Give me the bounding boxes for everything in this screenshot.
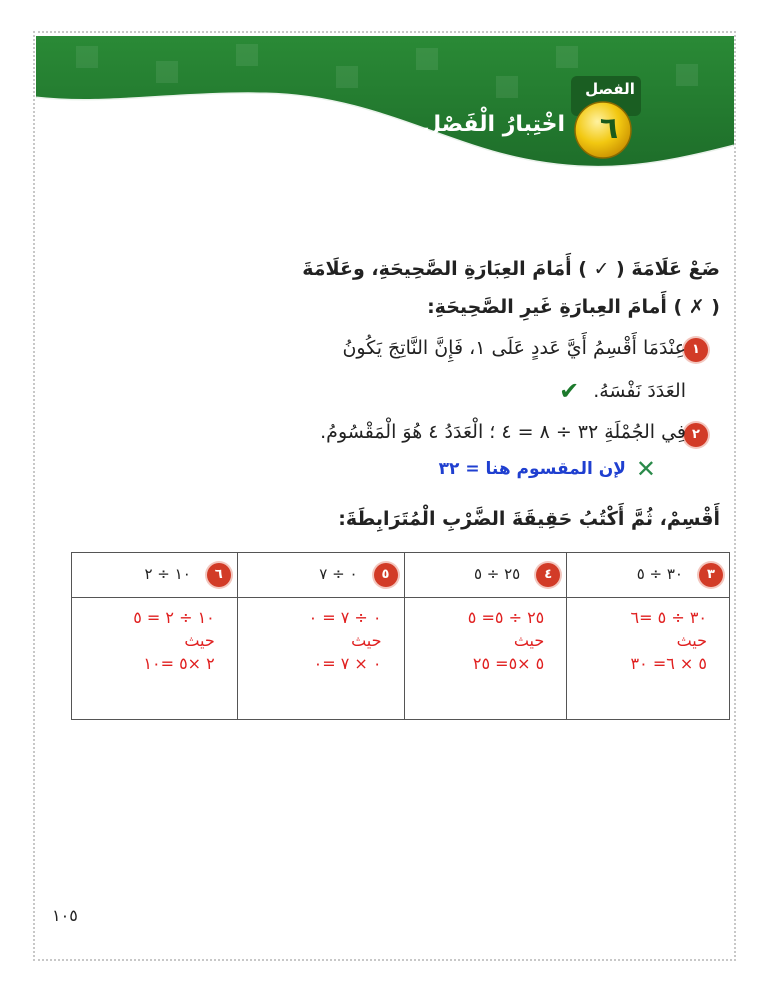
cross-mark-icon: ✕ [635, 455, 656, 483]
answer-line-1: ١٠ ÷ ٢ = ٥ [133, 608, 215, 627]
table-cell [404, 598, 567, 720]
check-mark-icon: ✔ [559, 377, 580, 405]
answer-line-1: ٣٠ ÷ ٥ =٦ [630, 608, 707, 627]
answer-line-2: ٥ ×٥= ٢٥ [472, 654, 545, 673]
table-cell [404, 553, 567, 598]
problem-number-badge: ٤ [536, 563, 560, 587]
answer-line-1: ٠ ÷ ٧ = ٠ [308, 608, 382, 627]
chapter-banner [36, 36, 734, 176]
instruction-line-1: ضَعْ عَلَامَةَ ( ✓ ) أَمَامَ العِبَارَةِ الصَّحِيحَةِ، وعَلَامَةَ [302, 258, 720, 280]
statement-2-line-1: فِي الجُمْلَةِ ٣٢ ÷ ٨ = ٤ ؛ الْعَدَدُ ٤ هُوَ الْمَقْسُومُ. [320, 421, 686, 443]
section-2-instruction: أَقْسِمْ، ثُمَّ أَكْتُبُ حَقِيقَةَ الضَّرْبِ الْمُتَرَابِطَةَ: [338, 508, 720, 530]
answer-line-2: ٥ × ٦= ٣٠ [630, 654, 707, 673]
table-row [72, 553, 730, 598]
page-title: اخْتِبارُ الْفَصْلِ [422, 112, 565, 137]
statement-2-answer-row [439, 455, 656, 483]
answer-line-2: ٢ ×٥ =١٠ [143, 654, 215, 673]
problem-expression: ٣٠ ÷ ٥ [636, 565, 683, 583]
answer-word: حيث [184, 631, 215, 650]
table-cell [237, 553, 404, 598]
statement-1-line-2: العَدَدَ نَفْسَهُ. [593, 380, 686, 402]
answer-word: حيث [351, 631, 382, 650]
table-cell [72, 553, 238, 598]
answer-word: حيث [513, 631, 545, 650]
item-number-badge: ٢ [684, 423, 708, 447]
answer-line-1: ٢٥ ÷ ٥= ٥ [467, 608, 545, 627]
division-table [71, 552, 730, 720]
item-number-badge: ١ [684, 338, 708, 362]
problem-expression: ١٠ ÷ ٢ [144, 565, 191, 583]
chapter-number: ٦ [599, 111, 619, 146]
chapter-word: الفصل [585, 80, 635, 98]
problem-number-badge: ٣ [699, 563, 723, 587]
table-cell [567, 553, 730, 598]
statement-1-line-2-row [559, 377, 686, 405]
table-row [72, 598, 730, 720]
problem-expression: ٢٥ ÷ ٥ [473, 565, 521, 583]
statement-1-line-1: عِنْدَمَا أَقْسِمُ أَيَّ عَددٍ عَلَى ١، فَإِنَّ النَّاتِجَ يَكُونُ [342, 337, 686, 359]
problem-number-badge: ٦ [207, 563, 231, 587]
page-number: ١٠٥ [52, 906, 78, 925]
answer-line-2: ٠ × ٧ =٠ [313, 654, 382, 673]
table-cell [237, 598, 404, 720]
handwritten-note: لإن المقسوم هنا = ٣٢ [438, 459, 626, 479]
table-cell [567, 598, 730, 720]
answer-word: حيث [676, 631, 707, 650]
problem-expression: ٠ ÷ ٧ [319, 565, 358, 583]
instruction-line-2: ( ✗ ) أَمامَ العِبارَةِ غَيرِ الصَّحِيحَةِ: [427, 296, 720, 318]
table-cell [72, 598, 238, 720]
problem-number-badge: ٥ [374, 563, 398, 587]
